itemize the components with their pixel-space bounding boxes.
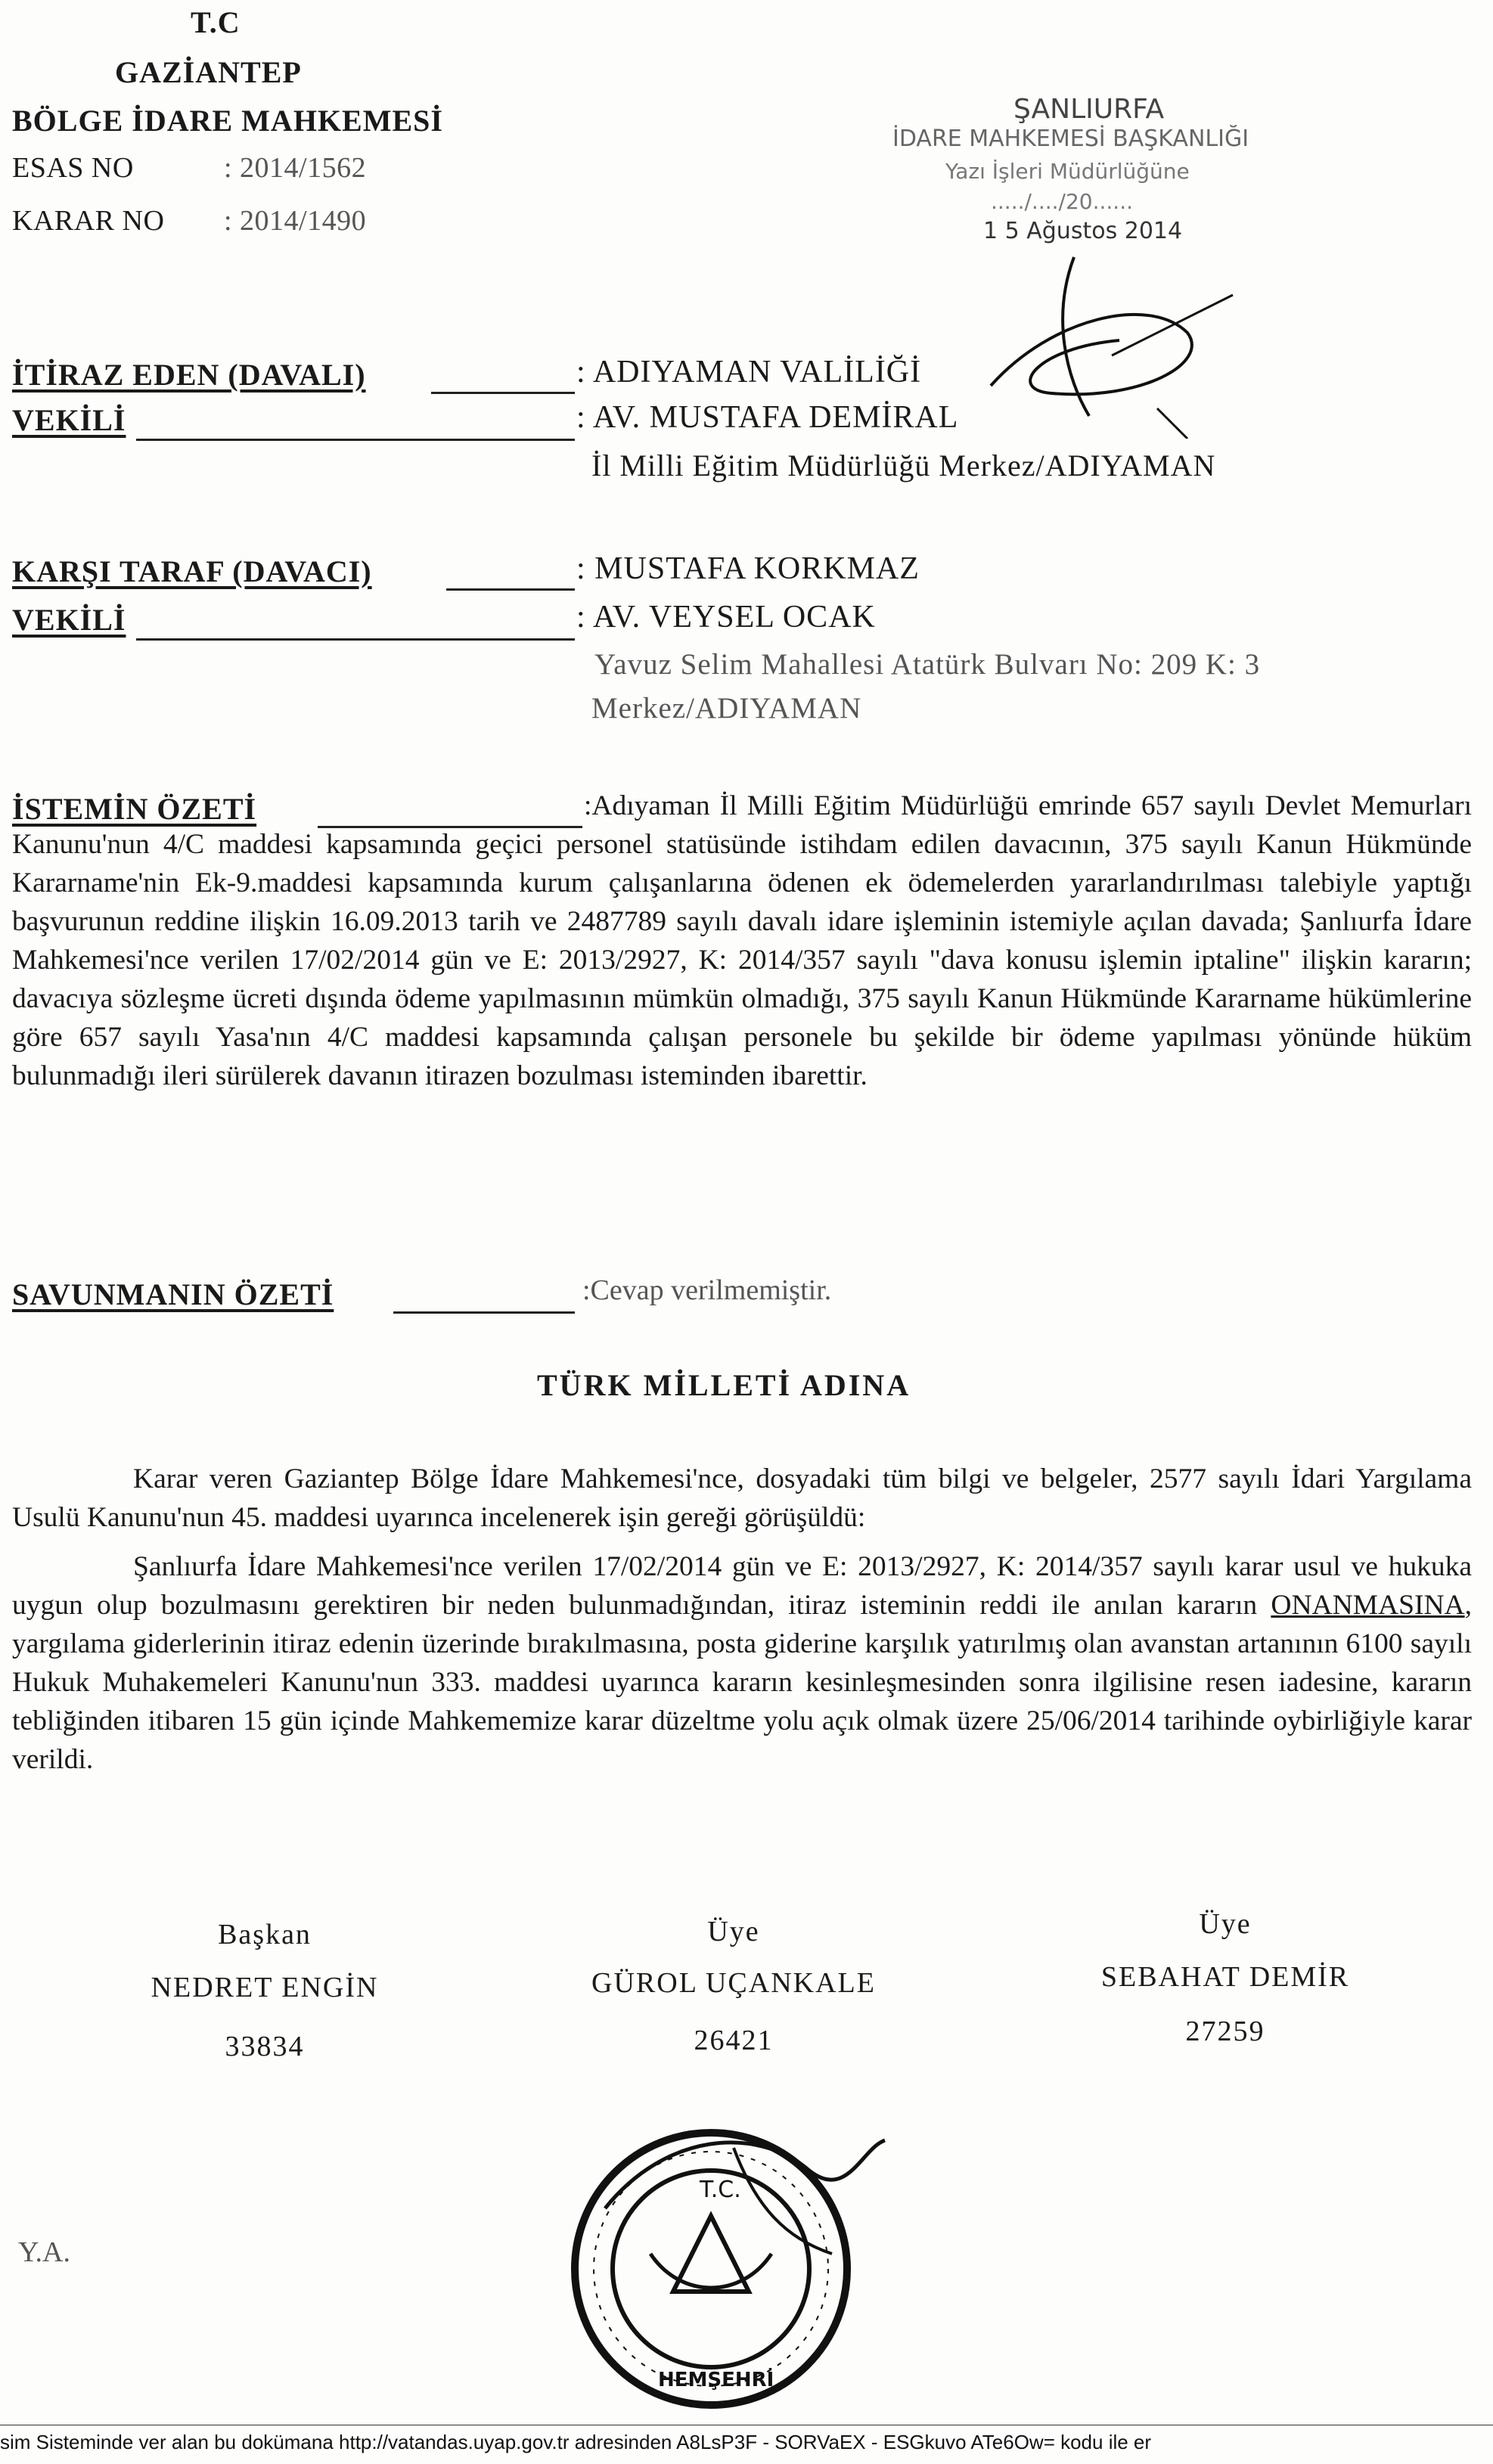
decision-title: TÜRK MİLLETİ ADINA (537, 1368, 911, 1402)
signature-name-baskan: NEDRET ENGİN (151, 1972, 379, 2003)
istem-label: İSTEMİN ÖZETİ (12, 792, 257, 826)
signature-number-uye2: 27259 (1185, 2016, 1265, 2047)
seal-bottom-text: HEMŞEHRİ (658, 2369, 774, 2391)
istem-text: :Adıyaman İl Milli Eğitim Müdürlüğü emrinde 657 sayılı Devlet Memurları Kanunu'nun 4/C maddesi kapsamında geçici personel statüsünde istihdam edilen davacının, 375 sayılı Kanun Hükmünde Kararname'nin Ek-9.maddesi kapsamında kurum çalışanlarına ödenen ek ödemelerden yararlandırılması talebiyle yaptığı başvurunun reddine ilişkin 16.09.2013 tarih ve 2487789 sayılı davalı idare işleminin istemiyle açılan davada; Şanlıurfa İdare Mahkemesi'nce verilen 17/02/2014 gün ve E: 2013/2927, K: 2014/357 sayılı "dava konusu işlemin iptaline" ilişkin kararın; davacıya sözleşme ücreti dışında ödeme yapılmasının mümkün olmadığı, 375 sayılı Kanun Hükmünde Kararname hükümlerine göre 657 sayılı Yasa'nın 4/C maddesi kapsamında çalışan personele bu şekilde bir ödeme yapılması yönünde hüküm bulunmadığı ileri sürülerek davanın itirazen bozulması isteminden ibarettir. (12, 790, 1472, 1091)
karsi-taraf-value: : MUSTAFA KORKMAZ (576, 551, 920, 586)
vekil1-label: VEKİLİ (12, 403, 126, 437)
vekil2-label: VEKİLİ (12, 603, 126, 637)
karar-label: KARAR NO (12, 205, 165, 237)
receipt-stamp-line2: İDARE MAHKEMESİ BAŞKANLIĞI (892, 126, 1249, 152)
vekil2-value: : AV. VEYSEL OCAK (576, 600, 876, 635)
seal-top-text: T.C. (700, 2177, 741, 2203)
header-court: BÖLGE İDARE MAHKEMESİ (12, 104, 443, 138)
itiraz-eden-label: İTİRAZ EDEN (DAVALI) (12, 358, 366, 392)
body-paragraph-2 (12, 1547, 1472, 1779)
esas-label: ESAS NO (12, 152, 134, 184)
esas-value: : 2014/1562 (224, 152, 367, 184)
savunma-text: :Cevap verilmemiştir. (582, 1274, 832, 1306)
header-city: GAZİANTEP (115, 55, 302, 89)
vekil1-value: : AV. MUSTAFA DEMİRAL (576, 400, 959, 435)
body-paragraph-2-start: Şanlıurfa İdare Mahkemesi'nce verilen 17/02/2014 gün ve E: 2013/2927, K: 2014/357 sayılı karar usul ve hukuka uygun olup bozulmasını gerektiren bir neden bulunmadığından, itiraz isteminin reddi ile anılan kararın (12, 1551, 1472, 1621)
karar-value: : 2014/1490 (224, 205, 367, 237)
handwritten-signature (961, 227, 1248, 439)
receipt-stamp-date: 1 5 Ağustos 2014 (983, 218, 1183, 244)
footer-verification: sim Sisteminde ver alan bu dokümana http://vatandas.uyap.gov.tr adresinden A8LsP3F - SORVaEX - ESGkuvo ATe6Ow= kodu ile er (0, 2431, 1152, 2453)
signature-number-baskan: 33834 (225, 2031, 305, 2062)
initials: Y.A. (18, 2236, 70, 2268)
court-seal (560, 2102, 892, 2420)
savunma-label: SAVUNMANIN ÖZETİ (12, 1277, 334, 1311)
signature-role-uye2: Üye (1199, 1908, 1252, 1940)
header-tc: T.C (191, 5, 241, 39)
receipt-stamp-line4: ...../..../20...... (991, 189, 1134, 214)
signature-role-uye1: Üye (707, 1916, 760, 1947)
vekil1-address: İl Milli Eğitim Müdürlüğü Merkez/ADIYAMAN (591, 448, 1216, 483)
receipt-stamp-line1: ŞANLIURFA (1013, 94, 1165, 125)
itiraz-eden-value: : ADIYAMAN VALİLİĞİ (576, 355, 922, 389)
vekil2-address-line2: Merkez/ADIYAMAN (591, 692, 862, 725)
receipt-stamp-line3: Yazı İşleri Müdürlüğüne (945, 159, 1190, 184)
onanmasina-emphasis: ONANMASINA (1271, 1590, 1465, 1621)
signature-name-uye2: SEBAHAT DEMİR (1100, 1961, 1350, 1993)
karsi-taraf-label: KARŞI TARAF (DAVACI) (12, 554, 372, 588)
signature-name-uye1: GÜROL UÇANKALE (591, 1967, 876, 1999)
body-paragraph-2-end: , yargılama giderlerinin itiraz edenin üzerinde bırakılmasına, posta giderine karşılık yatırılmış olan avanstan artanının 6100 sayılı Hukuk Muhakemeleri Kanunu'nun 333. maddesi uyarınca kararın kesinleşmesinden sonra ilgilisine resen iadesine, kararın tebliğinden itibaren 15 gün içinde Mahkememize karar düzeltme yolu açık olmak üzere 25/06/2014 tarihinde oybirliğiyle karar verildi. (12, 1590, 1472, 1775)
signature-number-uye1: 26421 (694, 2025, 774, 2056)
vekil2-address-line1: Yavuz Selim Mahallesi Atatürk Bulvarı No: 209 K: 3 (594, 648, 1261, 681)
body-paragraph-1: Karar veren Gaziantep Bölge İdare Mahkemesi'nce, dosyadaki tüm bilgi ve belgeler, 2577 sayılı İdari Yargılama Usulü Kanunu'nun 45. maddesi uyarınca incelenerek işin gereği görüşüldü: (12, 1463, 1472, 1533)
signature-role-baskan: Başkan (218, 1919, 312, 1950)
